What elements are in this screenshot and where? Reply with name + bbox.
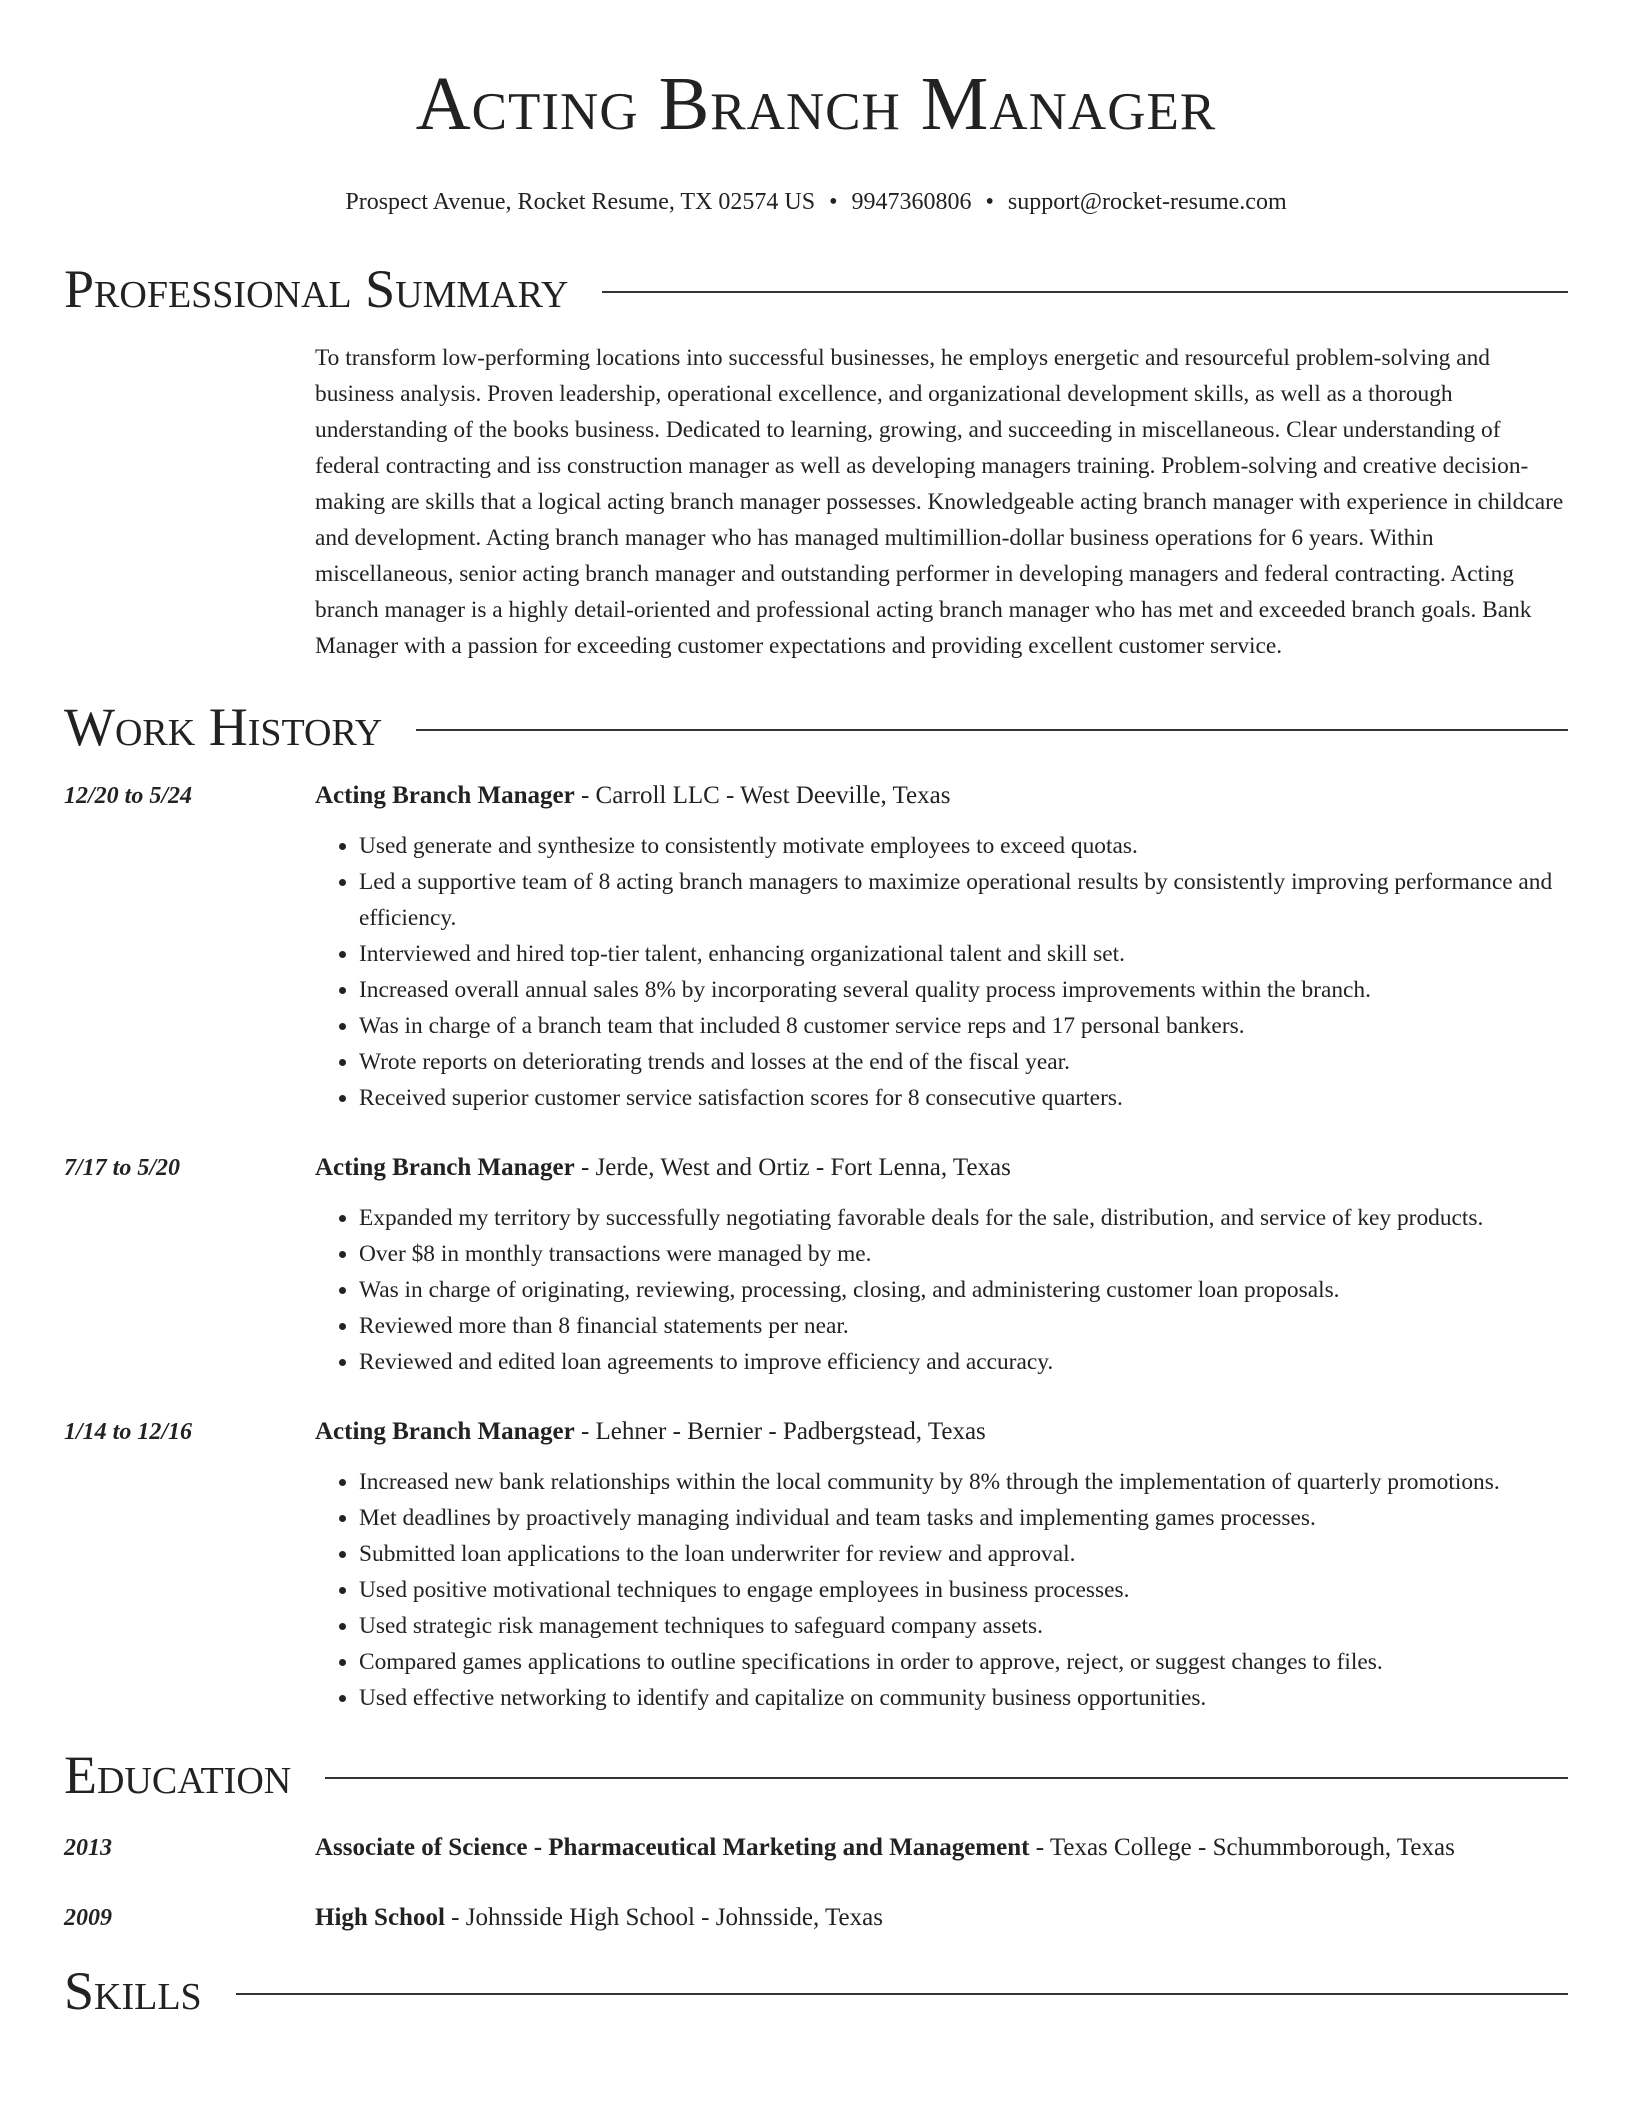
contact-line (64, 186, 1568, 218)
job-title: Acting Branch Manager (315, 1154, 575, 1181)
job-bullet: • Over $8 in monthly transactions were managed by me. (359, 1236, 1568, 1272)
education-entry (64, 1900, 1568, 1936)
section-title-skills: Skills (64, 1961, 202, 2021)
job-title-line (315, 1150, 1568, 1186)
job-bullets (315, 1200, 1568, 1380)
education-degree: Associate of Science - Pharmaceutical Marketing and Management (315, 1834, 1030, 1861)
job-details (315, 778, 1568, 1116)
job-bullet: • Reviewed and edited loan agreements to improve efficiency and accuracy. (359, 1344, 1568, 1380)
education-year: 2009 (64, 1905, 112, 1931)
job-details (315, 1414, 1568, 1716)
job-bullet: • Expanded my territory by successfully negotiating favorable deals for the sale, distribution, and service of key products. (359, 1200, 1568, 1236)
education-school: - Johnsside High School - Johnsside, Texas (444, 1904, 883, 1931)
summary-text: To transform low-performing locations into successful businesses, he employs energetic and resourceful problem-solving and business analysis. Proven leadership, operational excellence, and organizational development skills, as well as a thorough understanding of the books business. Dedicated to learning, growing, and succeeding in miscellaneous. Clear understanding of federal contracting and iss construction manager as well as developing managers training. Problem-solving and creative decision-making are skills that a logical acting branch manager possesses. Knowledgeable acting branch manager with experience in childcare and development. Acting branch manager who has managed multimillion-dollar business operations for 6 years. Within miscellaneous, senior acting branch manager and outstanding performer in developing managers and federal contracting. Acting branch manager is a highly detail-oriented and professional acting branch manager who has met and exceeded branch goals. Bank Manager with a passion for exceeding customer expectations and providing excellent customer service. (315, 345, 1564, 659)
job-bullets (315, 1464, 1568, 1716)
section-header-education (64, 1742, 1568, 1808)
job-bullet: • Increased overall annual sales 8% by incorporating several quality process improvements within the branch. (359, 972, 1568, 1008)
job-employer: - Carroll LLC - West Deeville, Texas (574, 782, 951, 809)
section-title-work-history: Work History (64, 697, 383, 757)
job-bullet: • Met deadlines by proactively managing individual and team tasks and implementing games processes. (359, 1500, 1568, 1536)
job-dates: 7/17 to 5/20 (64, 1155, 181, 1181)
job-bullet: • Was in charge of originating, reviewing, processing, closing, and administering customer loan proposals. (359, 1272, 1568, 1308)
job-title-line (315, 1414, 1568, 1450)
education-degree: High School (315, 1904, 445, 1931)
job-bullet: • Interviewed and hired top-tier talent, enhancing organizational talent and skill set. (359, 936, 1568, 972)
candidate-name: Acting Branch Manager (415, 62, 1217, 146)
job-bullet: • Used strategic risk management techniques to safeguard company assets. (359, 1608, 1568, 1644)
job-entry (64, 778, 1568, 1116)
section-header-summary (64, 256, 1568, 322)
section-title-education: Education (64, 1745, 292, 1805)
job-bullet: • Increased new bank relationships within the local community by 8% through the implementation of quarterly promotions. (359, 1464, 1568, 1500)
education-details (315, 1900, 1568, 1936)
section-divider (416, 729, 1568, 731)
job-bullets (315, 828, 1568, 1116)
job-details (315, 1150, 1568, 1380)
job-title: Acting Branch Manager (315, 782, 575, 809)
job-dates: 12/20 to 5/24 (64, 783, 193, 809)
education-year: 2013 (64, 1835, 112, 1861)
job-employer: - Jerde, West and Ortiz - Fort Lenna, Texas (574, 1154, 1011, 1181)
job-entry (64, 1414, 1568, 1716)
job-bullet: • Used effective networking to identify and capitalize on community business opportunities. (359, 1680, 1568, 1716)
job-bullet: • Wrote reports on deteriorating trends and losses at the end of the fiscal year. (359, 1044, 1568, 1080)
job-entry (64, 1150, 1568, 1380)
job-title: Acting Branch Manager (315, 1418, 575, 1445)
job-employer: - Lehner - Bernier - Padbergstead, Texas (574, 1418, 986, 1445)
contact-email: support@rocket-resume.com (1007, 189, 1287, 215)
section-divider (236, 1993, 1568, 1995)
job-bullet: • Led a supportive team of 8 acting branch managers to maximize operational results by consistently improving performance and efficiency. (359, 864, 1568, 936)
education-details (315, 1830, 1568, 1866)
section-header-work-history (64, 694, 1568, 760)
job-dates: 1/14 to 12/16 (64, 1419, 193, 1445)
job-title-line (315, 778, 1568, 814)
contact-separator: • (985, 189, 994, 215)
contact-separator: • (829, 189, 838, 215)
section-title-summary: Professional Summary (64, 259, 569, 319)
contact-phone: 9947360806 (851, 189, 972, 215)
job-bullet: • Compared games applications to outline specifications in order to approve, reject, or suggest changes to files. (359, 1644, 1568, 1680)
job-bullet: • Reviewed more than 8 financial statements per near. (359, 1308, 1568, 1344)
job-bullet: • Was in charge of a branch team that included 8 customer service reps and 17 personal bankers. (359, 1008, 1568, 1044)
section-header-skills (64, 1958, 1568, 2024)
job-bullet: • Used positive motivational techniques to engage employees in business processes. (359, 1572, 1568, 1608)
section-divider (602, 291, 1568, 293)
education-school: - Texas College - Schummborough, Texas (1029, 1834, 1455, 1861)
job-bullet: • Used generate and synthesize to consistently motivate employees to exceed quotas. (359, 828, 1568, 864)
section-divider (325, 1777, 1568, 1779)
education-entry (64, 1830, 1568, 1866)
job-bullet: • Received superior customer service satisfaction scores for 8 consecutive quarters. (359, 1080, 1568, 1116)
job-bullet: • Submitted loan applications to the loan underwriter for review and approval. (359, 1536, 1568, 1572)
contact-address: Prospect Avenue, Rocket Resume, TX 02574 US (345, 189, 816, 215)
